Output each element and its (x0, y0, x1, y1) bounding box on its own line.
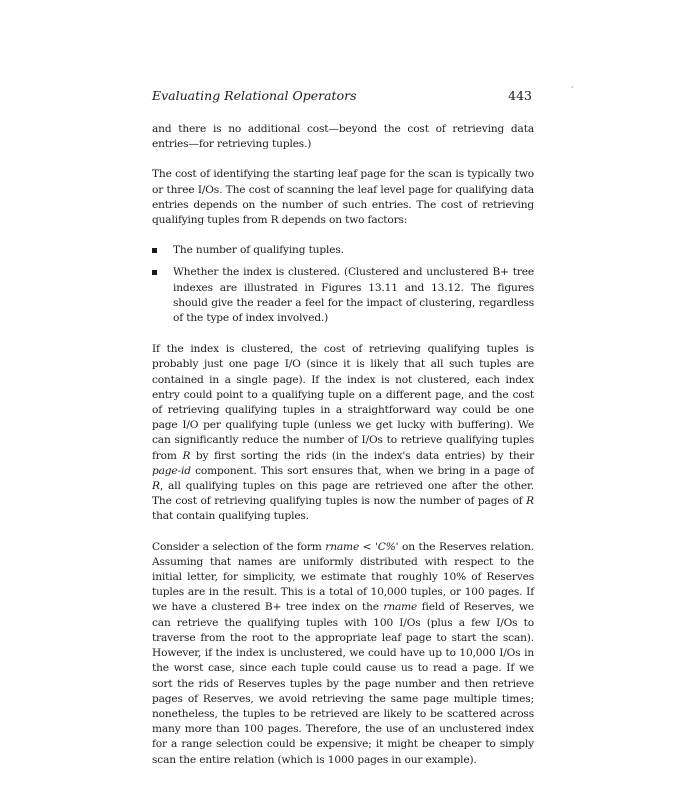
body-text (152, 122, 534, 783)
list-item (152, 243, 534, 258)
paragraph-1: and there is no additional cost—beyond the cost of retrieving data entries—for retrieving tuples.) (152, 123, 534, 151)
paragraph-4: Consider a selection of the form rname < 'C%' on the Reserves relation. Assuming that names are uniformly distributed with respect to the initial letter, for simplicity, we estimate that roughly 10% of Reserves tuples are in the result. This is a total of 10,000 tuples, or 100 pages. If we have a clustered B+ tree index on the rname field of Reserves, we can retrieve the qualifying tuples with 100 I/Os (plus a few I/Os to traverse from the root to the appropriate leaf page to start the scan). However, if the index is unclustered, we could have up to 10,000 I/Os in the worst case, since each tuple could cause us to read a page. If we sort the rids of Reserves tuples by the page number and then retrieve pages of Reserves, we avoid retrieving the same page multiple times; nonetheless, the tuples to be retrieved are likely to be scattered across many more than 100 pages. Therefore, the use of an unclustered index for a range selection could be expensive; it might be cheaper to simply scan the entire relation (which is 1000 pages in our example). (152, 540, 534, 766)
list-item (152, 265, 534, 326)
running-header (152, 88, 532, 103)
list-item-text: The number of qualifying tuples. (173, 244, 344, 257)
paragraph-3: If the index is clustered, the cost of retrieving qualifying tuples is probably just one page I/O (since it is likely that all such tuples are contained in a single page). If the index is not clustered, each index entry could point to a qualifying tuple on a different page, and the cost of retrieving qualifying tuples in a straightforward way could be one page I/O per qualifying tuple (unless we get lucky with buffering). We can significantly reduce the number of I/Os to retrieve qualifying tuples from R by first sorting the rids (in the index's data entries) by their page-id component. This sort ensures that, when we bring in a page of R, all qualifying tuples on this page are retrieved one after the other. The cost of retrieving qualifying tuples is now the number of pages of R that contain qualifying tuples. (152, 343, 534, 523)
bullet-list (152, 243, 534, 326)
bullet-square-icon (152, 270, 157, 275)
chapter-title: Evaluating Relational Operators (152, 88, 357, 103)
page-number: 443 (508, 88, 532, 103)
bullet-square-icon (152, 248, 157, 253)
paragraph-2: The cost of identifying the starting leaf page for the scan is typically two or three I/Os. The cost of scanning the leaf level page for qualifying data entries depends on the number of such entries. The cost of retrieving qualifying tuples from R depends on two factors: (152, 168, 534, 227)
list-item-text: Whether the index is clustered. (Clustered and unclustered B+ tree indexes are illustrated in Figures 13.11 and 13.12. The figures should give the reader a feel for the impact of clustering, regardless of the type of index involved.) (173, 266, 534, 325)
scan-speck: , (571, 80, 574, 89)
